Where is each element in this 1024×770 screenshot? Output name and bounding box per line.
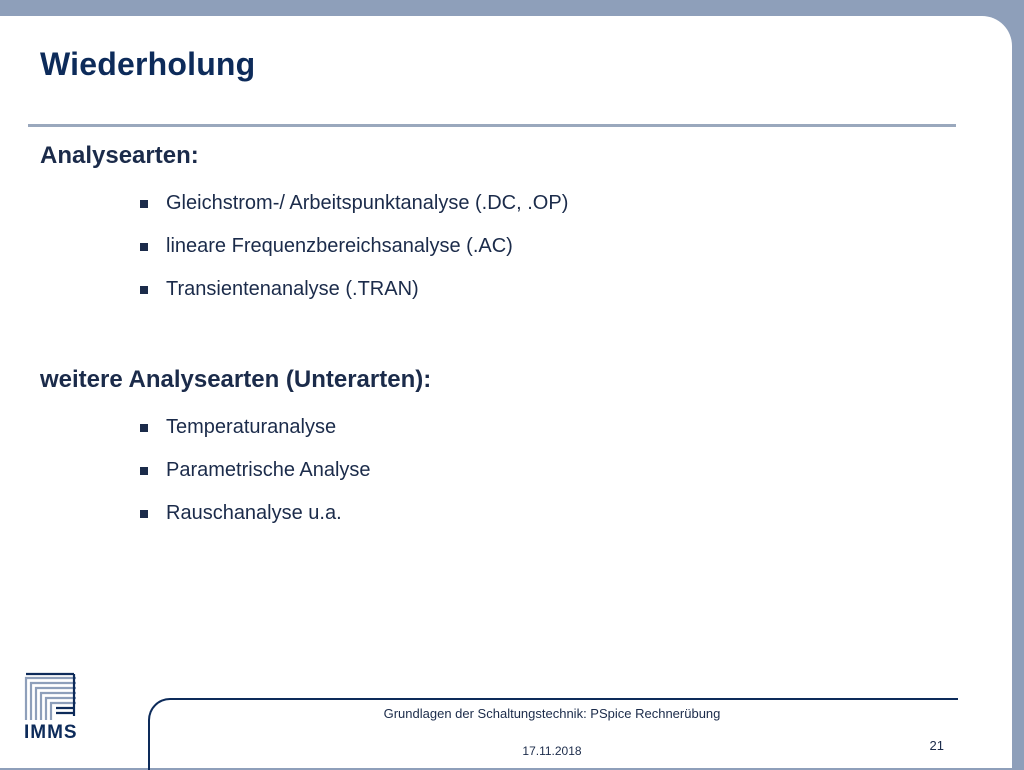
logo-wordmark: IMMS <box>24 722 78 743</box>
list-item <box>140 182 568 225</box>
slide-title: Wiederholung <box>40 46 256 82</box>
bullet-list-analysearten <box>140 182 568 311</box>
square-bullet-icon <box>140 424 148 432</box>
footer-date: 17.11.2018 <box>522 744 582 758</box>
square-bullet-icon <box>140 510 148 518</box>
section-heading-weitere-analysearten: weitere Analysearten (Unterarten): <box>40 366 432 393</box>
square-bullet-icon <box>140 243 148 251</box>
list-item <box>140 268 568 311</box>
list-item <box>140 449 371 492</box>
footer-course-title: Grundlagen der Schaltungstechnik: PSpice Rechnerübung <box>383 706 721 721</box>
list-item <box>140 406 371 449</box>
section-heading-analysearten: Analysearten: <box>40 142 199 169</box>
list-item-text: lineare Frequenzbereichsanalyse (.AC) <box>166 235 513 257</box>
list-item <box>140 225 568 268</box>
title-divider <box>28 124 956 127</box>
list-item-text: Gleichstrom-/ Arbeitspunktanalyse (.DC, .OP) <box>166 192 569 214</box>
square-bullet-icon <box>140 286 148 294</box>
list-item-text: Parametrische Analyse <box>166 459 371 481</box>
page-number: 21 <box>929 738 944 753</box>
square-bullet-icon <box>140 467 148 475</box>
slide-canvas <box>0 16 1012 768</box>
list-item-text: Transientenanalyse (.TRAN) <box>166 278 419 300</box>
bullet-list-weitere-analysearten <box>140 406 371 535</box>
list-item <box>140 492 371 535</box>
list-item-text: Rauschanalyse u.a. <box>166 502 342 524</box>
list-item-text: Temperaturanalyse <box>166 416 337 438</box>
square-bullet-icon <box>140 200 148 208</box>
